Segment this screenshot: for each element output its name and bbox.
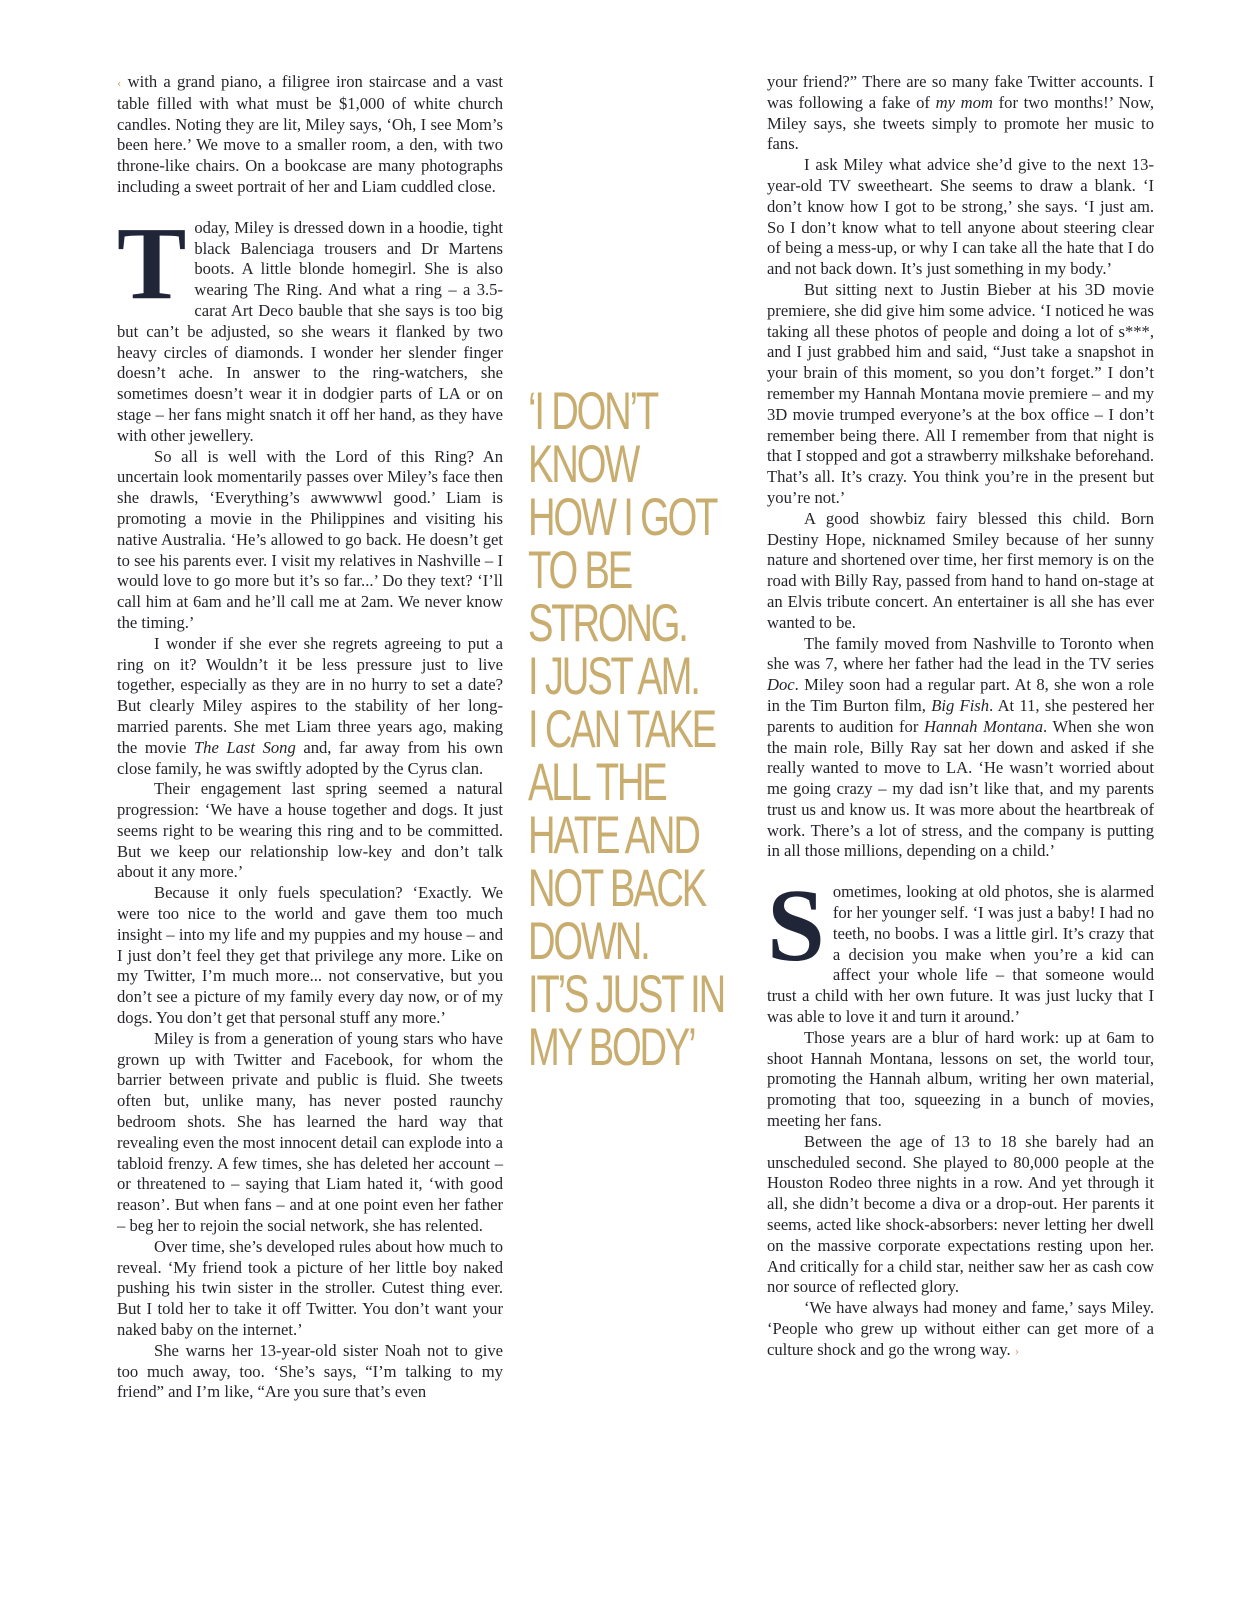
pull-quote-line: STRONG. <box>528 594 687 653</box>
pull-quote-line: HOW I GOT <box>528 488 717 547</box>
pull-quote-line: I JUST AM. <box>528 647 699 706</box>
body-paragraph: I wonder if she ever she regrets agreeing to put a ring on it? Wouldn’t it be less pressure just to live together, especially as they are in no hurry to set a date? But clearly Miley aspires to the stability of her long-married parents. She met Liam three years ago, making the movie The Last Song and, far away from his own close family, he was swiftly adopted by the Cyrus clan. <box>117 633 504 778</box>
body-paragraph: She warns her 13-year-old sister Noah not to give too much away, too. ‘She’s says, “I’m talking to my friend” and I’m like, “Are you sure that’s even <box>117 1340 503 1402</box>
body-paragraph: Over time, she’s developed rules about how much to reveal. ‘My friend took a picture of her little boy naked pushing his twin sister in the stroller. Cutest thing ever. But I told her to take it off Twitter. You don’t want your naked baby on the internet.’ <box>117 1236 503 1340</box>
end-arrow-icon: › <box>1014 1342 1020 1358</box>
body-paragraph: Between the age of 13 to 18 she barely had an unscheduled second. She played to 80,000 people at the Houston Rodeo three nights in a row. And yet through it all, she didn’t become a diva or a drop-out. Her parents it seems, acted like shock-absorbers: never letting her dwell on the massive corporate expectations resting upon her. And critically for a child star, neither saw her as cash cow nor source of reflected glory. <box>767 1131 1154 1297</box>
dropcap-paragraph-s: Sometimes, looking at old photos, she is alarmed for her younger self. ‘I was just a baby! I had no teeth, no boobs. I was a little girl. It’s crazy that a decision you make when you’re a kid can affect your whole life – that someone would trust a child with her own future. It was just lucky that I was able to love it and turn it around.’ <box>767 868 1154 1027</box>
body-paragraph: Those years are a blur of hard work: up at 6am to shoot Hannah Montana, lessons on set, the world tour, promoting the Hannah album, writing her own material, promoting that too, squeezing in a bunch of movies, meeting her fans. <box>767 1027 1154 1131</box>
pull-quote-line: NOT BACK <box>528 859 706 918</box>
body-paragraph: I ask Miley what advice she’d give to the next 13-year-old TV sweetheart. She seems to draw a blank. ‘I don’t know how I got to be strong,’ she says. ‘I just am. So I don’t know what to tell anyone about steering clear of being a mess-up, or why I can take all the hate that I do and not back down. It’s just something in my body.’ <box>767 155 1154 279</box>
intro-paragraph: ‹ with a grand piano, a filigree iron staircase and a vast table filled with what must be $1,000 of white church candles. Noting they are lit, Miley says, ‘Oh, I see Mom’s been here.’ We move to a smaller room, a den, with two throne-like chairs. On a bookcase are many photographs including a sweet portrait of her and Liam cuddled close. <box>117 72 504 196</box>
pull-quote-line: ALL THE <box>528 753 666 812</box>
pull-quote-line: HATE AND <box>528 806 699 865</box>
body-paragraph: Because it only fuels speculation? ‘Exactly. We were too nice to the world and gave them too much insight – into my life and my puppies and my house – and I just don’t feel they get that privilege any more. Like on my Twitter, I’m much more... not conservative, but you don’t see a picture of my family every day now, or of my dogs. You don’t get that personal stuff any more.’ <box>117 883 503 1028</box>
pull-quote-line: TO BE <box>528 541 632 600</box>
body-paragraph: So all is well with the Lord of this Ring? An uncertain look momentarily passes over Miley’s face then she drawls, ‘Everything’s awwwwwl good.’ Liam is promoting a movie in the Philippines and visiting his native Australia. ‘He’s allowed to go back. He doesn’t get to see his parents ever. I visit my relatives in Nashville – I would love to go more but it’s so far...’ Do they text? ‘I’ll call him at 6am and he’ll call me at 2am. We never know the timing.’ <box>117 446 503 632</box>
pull-quote-line: MY BODY’ <box>528 1018 695 1077</box>
pull-quote <box>528 382 744 1077</box>
pull-quote-line: ‘I DON’T <box>528 382 657 441</box>
body-paragraph: ‘We have always had money and fame,’ says Miley. ‘People who grew up without either can get more of a culture shock and go the wrong way. › <box>767 1298 1154 1359</box>
body-paragraph: Miley is from a generation of young stars who have grown up with Twitter and Facebook, for whom the barrier between private and public is fluid. She tweets often but, unlike many, has never posted raunchy bedroom shots. She has learned the hard way that revealing even the most innocent detail can explode into a tabloid frenzy. A few times, she has deleted her account – or threatened to – saying that Liam hated it, ‘with good reason’. But when fans – and at one point even her father – beg her to rejoin the social network, she has relented. <box>117 1028 503 1236</box>
body-paragraph: The family moved from Nashville to Toronto when she was 7, where her father had the lead in the TV series Doc. Miley soon had a regular part. At 8, she won a role in the Tim Burton film, Big Fish. At 11, she pestered her parents to audition for Hannah Montana. When she won the main role, Billy Ray sat her down and asked if she really wanted to move to LA. ‘He wasn’t worried about me going crazy – my dad isn’t like that, and my parents trust us and know us. It was more about the heartbreak of work. There’s a lot of stress, and the company is putting in all those millions, depending on a child.’ <box>767 633 1154 861</box>
dropcap-s: S <box>767 868 825 984</box>
pull-quote-line: IT’S JUST IN <box>528 965 724 1024</box>
dropcap-t: T <box>117 205 187 321</box>
body-paragraph: your friend?” There are so many fake Twitter accounts. I was following a fake of my mom for two months!’ Now, Miley says, she tweets simply to promote her music to fans. <box>767 72 1154 154</box>
pull-quote-line: DOWN. <box>528 912 649 971</box>
body-paragraph: But sitting next to Justin Bieber at his 3D movie premiere, she did give him some advice. ‘I noticed he was taking all these photos of people and doing a lot of s***, and I just grabbed him and said, “Just take a snapshot in your brain of this moment, so you don’t forget.” I don’t remember my Hannah Montana movie premiere – and my 3D movie trumped everyone’s at the box office – I don’t remember being there. All I remember from that night is that I stopped and got a strawberry milkshake beforehand. That’s all. It’s crazy. You think you’re in the present but you’re not.’ <box>767 279 1154 507</box>
continue-arrow-icon: ‹ <box>117 75 122 90</box>
pull-quote-line: KNOW <box>528 435 639 494</box>
right-column <box>767 72 1154 1362</box>
pull-quote-line: I CAN TAKE <box>528 700 715 759</box>
body-paragraph: Their engagement last spring seemed a natural progression: ‘We have a house together and dogs. It just seems right to be wearing this ring and to be committed. But we keep our relationship low-key and don’t talk about it any more.’ <box>117 779 503 882</box>
left-column <box>117 72 503 1403</box>
dropcap-paragraph-t: Today, Miley is dressed down in a hoodie, tight black Balenciaga trousers and Dr Martens boots. A little blonde homegirl. She is also wearing The Ring. And what a ring – a 3.5-carat Art Deco bauble that she says is too big but can’t be adjusted, so she wears it flanked by two heavy circles of diamonds. I wonder her slender finger doesn’t ache. In answer to the ring-watchers, she sometimes doesn’t wear it in dodgier parts of LA or on stage – her fans might snatch it off her hand, as they have with other jewellery. <box>117 205 503 445</box>
body-paragraph: A good showbiz fairy blessed this child. Born Destiny Hope, nicknamed Smiley because of her sunny nature and shortened over time, her first memory is on the road with Billy Ray, passed from hand to hand on-stage at an Elvis tribute concert. An entertainer is all she has ever wanted to be. <box>767 508 1154 632</box>
